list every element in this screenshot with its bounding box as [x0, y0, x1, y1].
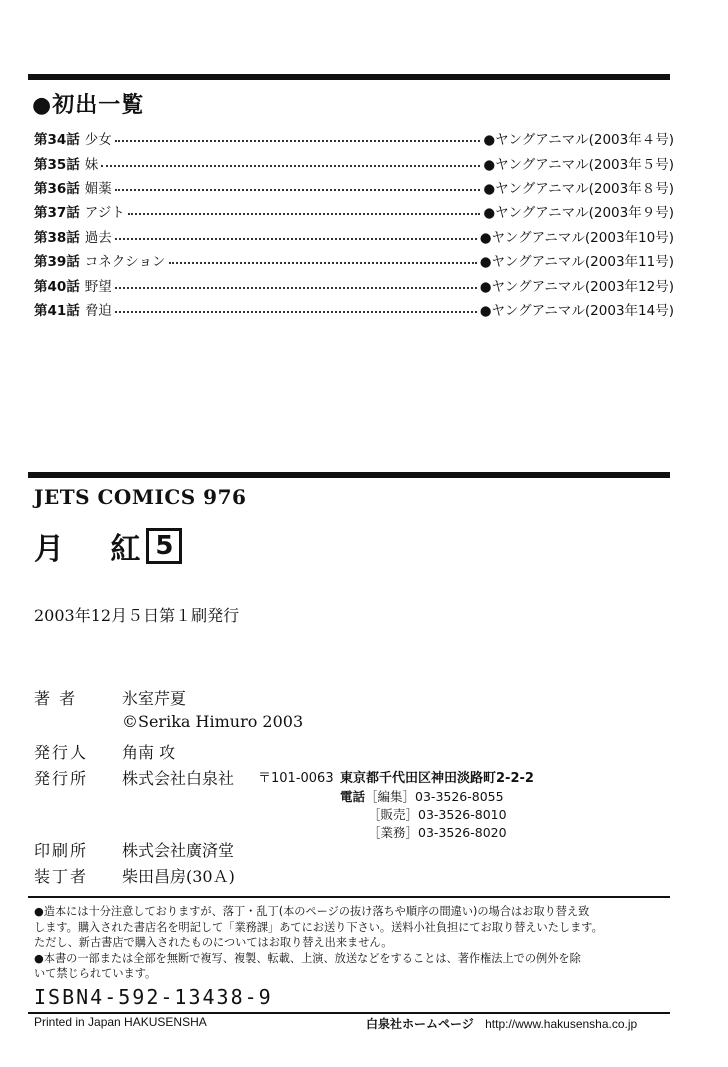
- phone-label: ［販売］: [368, 807, 419, 822]
- phone-number: 03-3526-8055: [415, 789, 504, 804]
- copyright-line: ©Serika Himuro 2003: [122, 712, 304, 731]
- toc-source: ●ヤングアニマル(2003年12号): [479, 278, 674, 295]
- printer-label: 印刷所: [34, 841, 89, 860]
- author-label: 著 者: [34, 689, 78, 708]
- notice-line: ●造本には十分注意しておりますが、落丁・乱丁(本のページの抜け落ちや順序の間違い)の場合はお取り替え致: [34, 905, 590, 918]
- publisher-person: 角南 攻: [122, 743, 176, 762]
- toc-source: ●ヤングアニマル(2003年５号): [483, 156, 674, 173]
- footer-rule: [28, 1012, 670, 1014]
- toc-source: ●ヤングアニマル(2003年11号): [479, 254, 674, 271]
- volume-number: 5: [146, 528, 182, 564]
- book-title-text: 月 紅: [34, 532, 159, 567]
- toc-episode: 第41話: [34, 302, 80, 319]
- homepage: [366, 1015, 637, 1032]
- toc-episode: 第37話: [34, 205, 80, 222]
- leader-dots: [115, 287, 477, 289]
- toc-source: ●ヤングアニマル(2003年10号): [479, 229, 674, 246]
- leader-dots: [115, 311, 477, 313]
- phone-operations: [368, 823, 507, 841]
- toc-item: [34, 175, 674, 199]
- toc-episode: 第35話: [34, 156, 80, 173]
- credits-rule: [28, 896, 670, 898]
- toc-item: [34, 272, 674, 296]
- homepage-label: 白泉社ホームページ: [366, 1017, 474, 1031]
- toc-title: 媚薬: [84, 180, 112, 197]
- phone-editorial: [340, 787, 504, 805]
- postal-code: 〒101-0063: [258, 771, 334, 786]
- notice-line: いて禁じられています。: [34, 967, 157, 980]
- publisher-address: 東京都千代田区神田淡路町2-2-2: [340, 771, 534, 786]
- top-rule: [28, 74, 670, 80]
- toc-item: [34, 150, 674, 174]
- isbn: ISBN4-592-13438-9: [34, 985, 273, 1009]
- printer-name: 株式会社廣済堂: [122, 841, 235, 860]
- toc-item: [34, 297, 674, 321]
- designer-label: 装丁者: [34, 867, 89, 886]
- leader-dots: [128, 213, 481, 215]
- toc-source: ●ヤングアニマル(2003年14号): [479, 302, 674, 319]
- leader-dots: [115, 238, 477, 240]
- author-name: 氷室芹夏: [122, 689, 187, 708]
- leader-dots: [101, 165, 480, 167]
- phone-number: 03-3526-8010: [418, 807, 507, 822]
- leader-dots: [115, 140, 481, 142]
- phone-label: ［業務］: [368, 825, 419, 840]
- notice-line: ●本書の一部または全部を無断で複写、複製、転載、上演、放送などをすることは、著作権法上での例外を除: [34, 951, 581, 965]
- notice-line: ただし、新古書店で購入されたものについてはお取り替え出来ません。: [34, 936, 393, 949]
- book-title: [34, 524, 182, 568]
- toc-title: コネクション: [84, 254, 166, 271]
- middle-rule: [28, 472, 670, 478]
- toc-source: ●ヤングアニマル(2003年８号): [483, 180, 674, 197]
- homepage-url: http://www.hakusensha.co.jp: [485, 1017, 638, 1031]
- phone-label: ［編集］: [365, 789, 416, 804]
- toc-episode: 第39話: [34, 254, 80, 271]
- toc-title: 過去: [84, 229, 112, 246]
- publisher-person-label: 発行人: [34, 743, 89, 762]
- printed-in: Printed in Japan HAKUSENSHA: [34, 1015, 207, 1029]
- toc-source: ●ヤングアニマル(2003年４号): [483, 132, 674, 149]
- toc-item: [34, 199, 674, 223]
- series-name: JETS COMICS 976: [34, 485, 247, 509]
- toc-item: [34, 126, 674, 150]
- toc-title: 妹: [84, 156, 99, 173]
- toc-episode: 第34話: [34, 132, 80, 149]
- toc-episode: 第40話: [34, 278, 80, 295]
- notice-line: します。購入された書店名を明記して「業務課」あてにお送り下さい。送料小社負担にてお取り替えいたします。: [34, 920, 603, 934]
- legal-notice: [34, 904, 674, 982]
- phone-number: 03-3526-8020: [418, 825, 507, 840]
- phone-prefix: 電話: [340, 789, 366, 804]
- publisher-label: 発行所: [34, 769, 89, 788]
- publisher-name: 株式会社白泉社: [122, 769, 235, 788]
- toc-title: 脅迫: [84, 302, 112, 319]
- toc-episode: 第36話: [34, 180, 80, 197]
- toc-heading: ●初出一覧: [32, 93, 145, 118]
- toc-item: [34, 248, 674, 272]
- leader-dots: [115, 189, 481, 191]
- toc-title: アジト: [84, 205, 125, 222]
- toc-title: 少女: [84, 132, 112, 149]
- toc-title: 野望: [84, 278, 112, 295]
- toc-item: [34, 224, 674, 248]
- leader-dots: [169, 262, 477, 264]
- phone-sales: [368, 805, 507, 823]
- toc-episode: 第38話: [34, 229, 80, 246]
- toc-list: [34, 126, 674, 321]
- toc-source: ●ヤングアニマル(2003年９号): [483, 205, 674, 222]
- publication-date: 2003年12月５日第１刷発行: [34, 606, 240, 625]
- designer-name: 柴田昌房(30Ａ): [122, 867, 235, 886]
